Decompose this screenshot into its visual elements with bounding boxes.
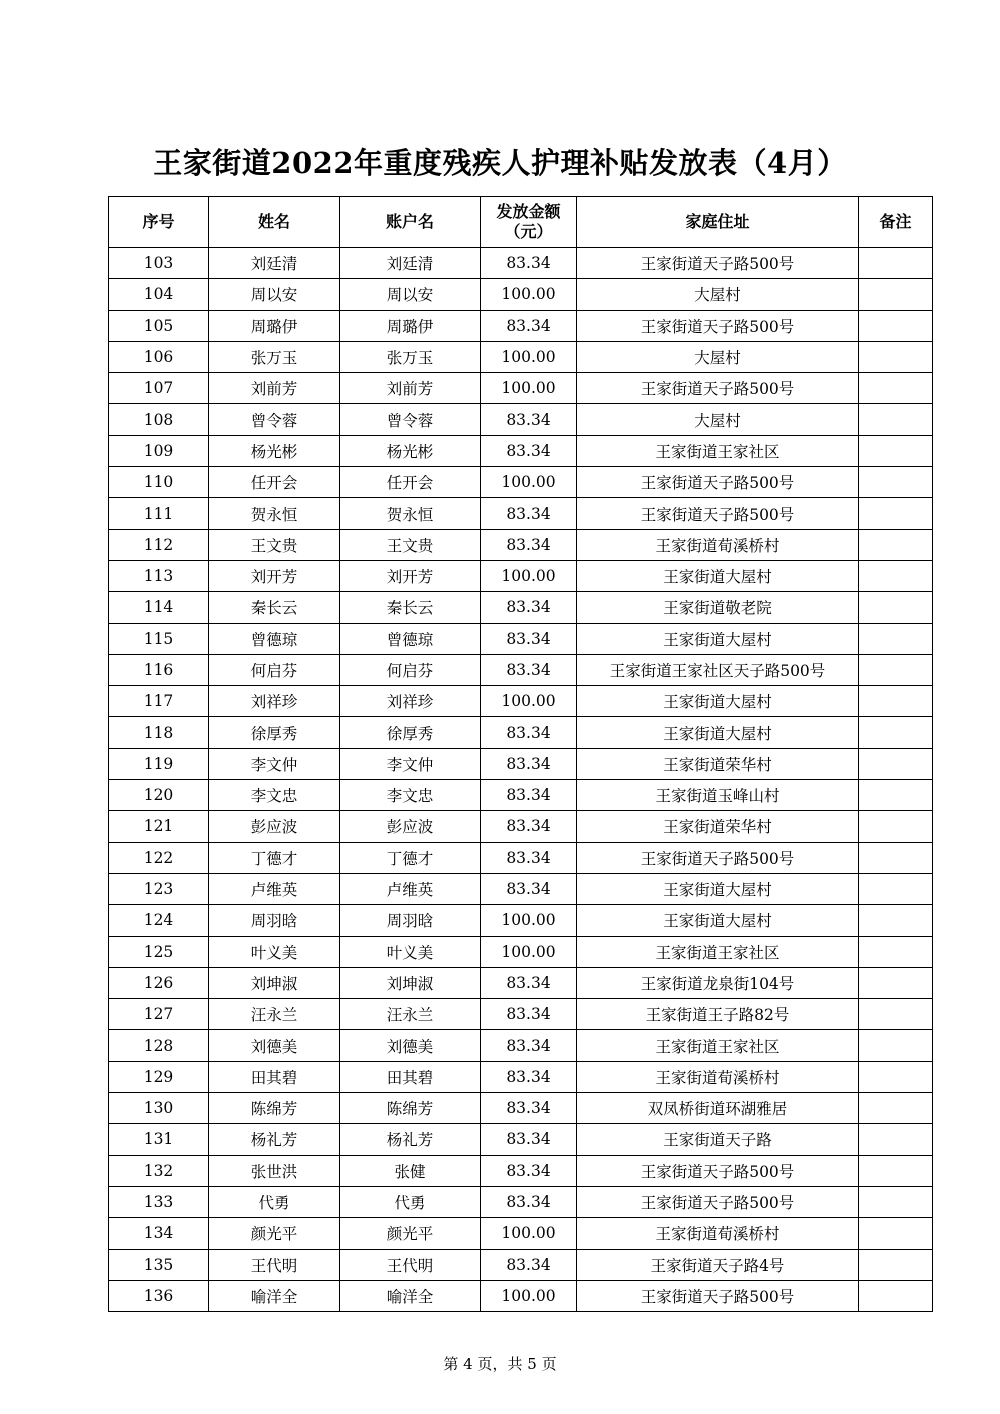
cell-amount: 83.34 xyxy=(481,654,577,685)
cell-address: 王家街道大屋村 xyxy=(577,560,859,591)
table-row xyxy=(109,873,933,904)
table-row xyxy=(109,404,933,435)
cell-amount: 83.34 xyxy=(481,1155,577,1186)
cell-name: 刘祥珍 xyxy=(209,686,340,717)
cell-amount: 83.34 xyxy=(481,1030,577,1061)
cell-account: 陈绵芳 xyxy=(340,1093,481,1124)
cell-remark xyxy=(859,404,933,435)
cell-amount: 83.34 xyxy=(481,404,577,435)
table-row xyxy=(109,842,933,873)
cell-remark xyxy=(859,686,933,717)
cell-address: 王家街道天子路500号 xyxy=(577,467,859,498)
col-header-amount-line1: 发放金额 xyxy=(496,202,561,221)
cell-remark xyxy=(859,1249,933,1280)
cell-seq: 133 xyxy=(109,1186,209,1217)
cell-account: 李文仲 xyxy=(340,748,481,779)
table-row xyxy=(109,1030,933,1061)
cell-amount: 83.34 xyxy=(481,873,577,904)
cell-address: 王家街道天子路500号 xyxy=(577,373,859,404)
cell-seq: 117 xyxy=(109,686,209,717)
cell-name: 王代明 xyxy=(209,1249,340,1280)
cell-remark xyxy=(859,873,933,904)
cell-seq: 134 xyxy=(109,1218,209,1249)
table-row xyxy=(109,1124,933,1155)
cell-seq: 103 xyxy=(109,248,209,279)
cell-address: 王家街道荀溪桥村 xyxy=(577,1061,859,1092)
cell-address: 王家街道天子路500号 xyxy=(577,842,859,873)
cell-name: 李文仲 xyxy=(209,748,340,779)
cell-seq: 114 xyxy=(109,592,209,623)
cell-name: 代勇 xyxy=(209,1186,340,1217)
cell-seq: 112 xyxy=(109,529,209,560)
cell-amount: 83.34 xyxy=(481,1061,577,1092)
cell-address: 王家街道天子路500号 xyxy=(577,1280,859,1311)
cell-amount: 83.34 xyxy=(481,748,577,779)
cell-amount: 83.34 xyxy=(481,1186,577,1217)
table-row xyxy=(109,1155,933,1186)
table-row xyxy=(109,654,933,685)
cell-seq: 123 xyxy=(109,873,209,904)
table-row xyxy=(109,717,933,748)
cell-seq: 118 xyxy=(109,717,209,748)
cell-name: 叶义美 xyxy=(209,936,340,967)
cell-seq: 136 xyxy=(109,1280,209,1311)
cell-name: 任开会 xyxy=(209,467,340,498)
cell-name: 彭应波 xyxy=(209,811,340,842)
cell-remark xyxy=(859,717,933,748)
cell-amount: 100.00 xyxy=(481,373,577,404)
table-row xyxy=(109,686,933,717)
cell-account: 刘开芳 xyxy=(340,560,481,591)
cell-account: 王文贵 xyxy=(340,529,481,560)
cell-account: 杨礼芳 xyxy=(340,1124,481,1155)
page-number: 第 4 页，共 5 页 xyxy=(443,1355,557,1373)
cell-name: 贺永恒 xyxy=(209,498,340,529)
cell-address: 王家街道大屋村 xyxy=(577,686,859,717)
cell-address: 王家街道天子路500号 xyxy=(577,1186,859,1217)
cell-remark xyxy=(859,905,933,936)
cell-account: 刘德美 xyxy=(340,1030,481,1061)
table-row xyxy=(109,811,933,842)
col-header-name: 姓名 xyxy=(209,197,340,248)
cell-seq: 107 xyxy=(109,373,209,404)
cell-address: 王家街道大屋村 xyxy=(577,905,859,936)
cell-account: 彭应波 xyxy=(340,811,481,842)
table-row xyxy=(109,560,933,591)
cell-name: 刘开芳 xyxy=(209,560,340,591)
cell-remark xyxy=(859,842,933,873)
cell-amount: 83.34 xyxy=(481,498,577,529)
cell-account: 周璐伊 xyxy=(340,310,481,341)
cell-account: 秦长云 xyxy=(340,592,481,623)
cell-account: 杨光彬 xyxy=(340,435,481,466)
cell-remark xyxy=(859,592,933,623)
cell-address: 王家街道荀溪桥村 xyxy=(577,1218,859,1249)
cell-amount: 83.34 xyxy=(481,717,577,748)
table-row xyxy=(109,748,933,779)
cell-amount: 100.00 xyxy=(481,936,577,967)
cell-name: 陈绵芳 xyxy=(209,1093,340,1124)
cell-name: 刘德美 xyxy=(209,1030,340,1061)
cell-address: 王家街道大屋村 xyxy=(577,623,859,654)
subsidy-table xyxy=(108,196,933,1312)
table-row xyxy=(109,780,933,811)
cell-seq: 128 xyxy=(109,1030,209,1061)
cell-account: 徐厚秀 xyxy=(340,717,481,748)
table-row xyxy=(109,1186,933,1217)
cell-address: 王家街道天子路500号 xyxy=(577,498,859,529)
cell-name: 杨光彬 xyxy=(209,435,340,466)
cell-name: 周羽晗 xyxy=(209,905,340,936)
cell-amount: 100.00 xyxy=(481,1218,577,1249)
cell-address: 王家街道荣华村 xyxy=(577,811,859,842)
cell-name: 张世洪 xyxy=(209,1155,340,1186)
col-header-amount xyxy=(481,197,577,248)
cell-name: 周以安 xyxy=(209,279,340,310)
table-row xyxy=(109,1249,933,1280)
cell-name: 丁德才 xyxy=(209,842,340,873)
cell-seq: 131 xyxy=(109,1124,209,1155)
cell-address: 王家街道天子路500号 xyxy=(577,248,859,279)
cell-remark xyxy=(859,279,933,310)
cell-name: 卢维英 xyxy=(209,873,340,904)
cell-address: 王家街道敬老院 xyxy=(577,592,859,623)
cell-account: 何启芬 xyxy=(340,654,481,685)
cell-account: 李文忠 xyxy=(340,780,481,811)
cell-remark xyxy=(859,1124,933,1155)
cell-seq: 110 xyxy=(109,467,209,498)
cell-name: 喻洋全 xyxy=(209,1280,340,1311)
cell-remark xyxy=(859,1155,933,1186)
table-row xyxy=(109,1061,933,1092)
cell-account: 代勇 xyxy=(340,1186,481,1217)
cell-amount: 83.34 xyxy=(481,310,577,341)
table-row xyxy=(109,435,933,466)
cell-amount: 100.00 xyxy=(481,467,577,498)
cell-name: 徐厚秀 xyxy=(209,717,340,748)
cell-account: 曾令蓉 xyxy=(340,404,481,435)
cell-address: 王家街道王子路82号 xyxy=(577,999,859,1030)
col-header-seq: 序号 xyxy=(109,197,209,248)
cell-remark xyxy=(859,748,933,779)
cell-seq: 129 xyxy=(109,1061,209,1092)
table-row xyxy=(109,905,933,936)
table-row xyxy=(109,936,933,967)
cell-seq: 121 xyxy=(109,811,209,842)
cell-account: 曾德琼 xyxy=(340,623,481,654)
cell-seq: 108 xyxy=(109,404,209,435)
cell-account: 张万玉 xyxy=(340,341,481,372)
cell-account: 刘廷清 xyxy=(340,248,481,279)
cell-amount: 100.00 xyxy=(481,686,577,717)
cell-amount: 100.00 xyxy=(481,341,577,372)
cell-amount: 83.34 xyxy=(481,780,577,811)
cell-remark xyxy=(859,1186,933,1217)
cell-address: 王家街道荀溪桥村 xyxy=(577,529,859,560)
cell-name: 刘坤淑 xyxy=(209,967,340,998)
table-row xyxy=(109,498,933,529)
cell-account: 颜光平 xyxy=(340,1218,481,1249)
cell-seq: 116 xyxy=(109,654,209,685)
cell-remark xyxy=(859,341,933,372)
table-row xyxy=(109,592,933,623)
cell-amount: 83.34 xyxy=(481,592,577,623)
cell-name: 曾令蓉 xyxy=(209,404,340,435)
cell-remark xyxy=(859,1280,933,1311)
cell-account: 卢维英 xyxy=(340,873,481,904)
table-body xyxy=(109,248,933,1312)
cell-amount: 83.34 xyxy=(481,529,577,560)
cell-account: 丁德才 xyxy=(340,842,481,873)
cell-seq: 115 xyxy=(109,623,209,654)
cell-amount: 83.34 xyxy=(481,842,577,873)
cell-remark xyxy=(859,623,933,654)
table-row xyxy=(109,310,933,341)
cell-name: 曾德琼 xyxy=(209,623,340,654)
cell-account: 叶义美 xyxy=(340,936,481,967)
cell-amount: 83.34 xyxy=(481,967,577,998)
cell-remark xyxy=(859,780,933,811)
cell-address: 王家街道天子路4号 xyxy=(577,1249,859,1280)
cell-seq: 135 xyxy=(109,1249,209,1280)
cell-address: 王家街道王家社区 xyxy=(577,936,859,967)
cell-amount: 100.00 xyxy=(481,279,577,310)
cell-amount: 83.34 xyxy=(481,1093,577,1124)
cell-name: 王文贵 xyxy=(209,529,340,560)
col-header-remark: 备注 xyxy=(859,197,933,248)
cell-remark xyxy=(859,310,933,341)
cell-amount: 83.34 xyxy=(481,811,577,842)
table-row xyxy=(109,529,933,560)
cell-remark xyxy=(859,373,933,404)
cell-remark xyxy=(859,467,933,498)
cell-address: 王家街道天子路500号 xyxy=(577,1155,859,1186)
cell-amount: 100.00 xyxy=(481,560,577,591)
cell-seq: 113 xyxy=(109,560,209,591)
cell-seq: 105 xyxy=(109,310,209,341)
cell-address: 双凤桥街道环湖雅居 xyxy=(577,1093,859,1124)
cell-seq: 122 xyxy=(109,842,209,873)
cell-name: 杨礼芳 xyxy=(209,1124,340,1155)
table-row xyxy=(109,999,933,1030)
cell-remark xyxy=(859,654,933,685)
cell-account: 张健 xyxy=(340,1155,481,1186)
cell-remark xyxy=(859,967,933,998)
cell-remark xyxy=(859,248,933,279)
cell-name: 刘廷清 xyxy=(209,248,340,279)
cell-amount: 83.34 xyxy=(481,248,577,279)
cell-account: 周以安 xyxy=(340,279,481,310)
cell-address: 王家街道王家社区 xyxy=(577,1030,859,1061)
col-header-amount-line2: （元） xyxy=(504,222,553,241)
cell-name: 秦长云 xyxy=(209,592,340,623)
cell-seq: 111 xyxy=(109,498,209,529)
cell-amount: 83.34 xyxy=(481,435,577,466)
cell-account: 喻洋全 xyxy=(340,1280,481,1311)
page-title: 王家街道2022年重度残疾人护理补贴发放表（4月） xyxy=(153,146,847,180)
cell-remark xyxy=(859,498,933,529)
cell-address: 大屋村 xyxy=(577,341,859,372)
table-header-row xyxy=(109,197,933,248)
col-header-account: 账户名 xyxy=(340,197,481,248)
cell-name: 汪永兰 xyxy=(209,999,340,1030)
table-row xyxy=(109,1280,933,1311)
cell-amount: 83.34 xyxy=(481,1249,577,1280)
cell-seq: 132 xyxy=(109,1155,209,1186)
cell-account: 田其碧 xyxy=(340,1061,481,1092)
cell-address: 王家街道大屋村 xyxy=(577,873,859,904)
table-row xyxy=(109,1218,933,1249)
cell-address: 大屋村 xyxy=(577,279,859,310)
cell-amount: 83.34 xyxy=(481,1124,577,1155)
cell-name: 何启芬 xyxy=(209,654,340,685)
cell-seq: 124 xyxy=(109,905,209,936)
table-row xyxy=(109,967,933,998)
table-row xyxy=(109,1093,933,1124)
cell-seq: 120 xyxy=(109,780,209,811)
cell-name: 田其碧 xyxy=(209,1061,340,1092)
cell-remark xyxy=(859,560,933,591)
cell-amount: 100.00 xyxy=(481,905,577,936)
cell-remark xyxy=(859,1218,933,1249)
cell-address: 王家街道龙泉街104号 xyxy=(577,967,859,998)
cell-name: 张万玉 xyxy=(209,341,340,372)
cell-remark xyxy=(859,811,933,842)
cell-remark xyxy=(859,1061,933,1092)
cell-address: 王家街道王家社区 xyxy=(577,435,859,466)
cell-account: 汪永兰 xyxy=(340,999,481,1030)
table-row xyxy=(109,623,933,654)
cell-seq: 119 xyxy=(109,748,209,779)
table-row xyxy=(109,279,933,310)
cell-seq: 106 xyxy=(109,341,209,372)
cell-account: 刘坤淑 xyxy=(340,967,481,998)
cell-seq: 109 xyxy=(109,435,209,466)
cell-remark xyxy=(859,529,933,560)
cell-address: 王家街道天子路 xyxy=(577,1124,859,1155)
cell-seq: 104 xyxy=(109,279,209,310)
cell-address: 王家街道荣华村 xyxy=(577,748,859,779)
cell-name: 周璐伊 xyxy=(209,310,340,341)
cell-account: 周羽晗 xyxy=(340,905,481,936)
cell-remark xyxy=(859,435,933,466)
cell-amount: 83.34 xyxy=(481,999,577,1030)
cell-address: 王家街道王家社区天子路500号 xyxy=(577,654,859,685)
table-row xyxy=(109,248,933,279)
cell-address: 王家街道玉峰山村 xyxy=(577,780,859,811)
table-row xyxy=(109,467,933,498)
cell-amount: 100.00 xyxy=(481,1280,577,1311)
cell-seq: 125 xyxy=(109,936,209,967)
cell-remark xyxy=(859,936,933,967)
cell-name: 颜光平 xyxy=(209,1218,340,1249)
cell-name: 李文忠 xyxy=(209,780,340,811)
cell-account: 任开会 xyxy=(340,467,481,498)
table-row xyxy=(109,373,933,404)
cell-remark xyxy=(859,1093,933,1124)
cell-address: 王家街道天子路500号 xyxy=(577,310,859,341)
cell-seq: 130 xyxy=(109,1093,209,1124)
cell-amount: 83.34 xyxy=(481,623,577,654)
table-row xyxy=(109,341,933,372)
cell-name: 刘前芳 xyxy=(209,373,340,404)
cell-seq: 126 xyxy=(109,967,209,998)
cell-address: 王家街道大屋村 xyxy=(577,717,859,748)
cell-address: 大屋村 xyxy=(577,404,859,435)
cell-account: 王代明 xyxy=(340,1249,481,1280)
cell-account: 刘前芳 xyxy=(340,373,481,404)
cell-seq: 127 xyxy=(109,999,209,1030)
cell-account: 刘祥珍 xyxy=(340,686,481,717)
cell-remark xyxy=(859,1030,933,1061)
cell-remark xyxy=(859,999,933,1030)
col-header-address: 家庭住址 xyxy=(577,197,859,248)
cell-account: 贺永恒 xyxy=(340,498,481,529)
